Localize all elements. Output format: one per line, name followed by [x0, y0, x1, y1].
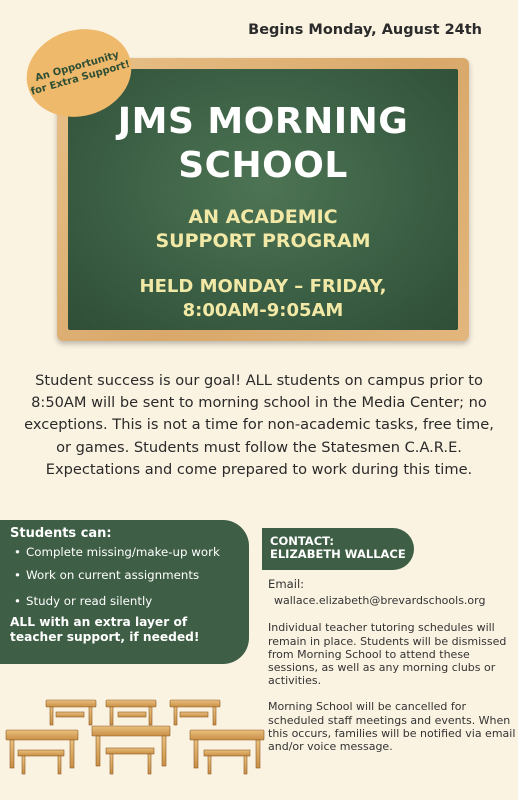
- program-hours: HELD MONDAY – FRIDAY, 8:00AM-9:05AM: [139, 276, 387, 321]
- list-item: • Work on current assignments: [10, 568, 239, 582]
- list-item: • Study or read silently: [10, 594, 239, 608]
- badge-text: An Opportunity for Extra Support!: [29, 49, 132, 98]
- email-link[interactable]: wallace.elizabeth@brevardschools.org: [274, 594, 486, 608]
- tutoring-note: Individual teacher tutoring schedules will remain in place. Students will be dismissed from Morning School to attend these sessions, as well as any morning clubs or activities.: [268, 621, 507, 688]
- program-title: JMS MORNING SCHOOL: [117, 101, 409, 186]
- students-can-panel: [0, 520, 249, 664]
- desk-icon: [6, 726, 264, 774]
- start-date-heading: Begins Monday, August 24th: [248, 22, 482, 38]
- email-label: Email:: [268, 577, 305, 591]
- contact-label: CONTACT: ELIZABETH WALLACE: [262, 528, 414, 570]
- chalkboard-surface: [68, 69, 458, 330]
- students-can-list: [10, 545, 239, 608]
- list-item: • Complete missing/make-up work: [10, 545, 239, 559]
- support-note: ALL with an extra layer of teacher support, if needed!: [10, 615, 200, 644]
- contact-details: [268, 578, 516, 766]
- program-subtitle: AN ACADEMIC SUPPORT PROGRAM: [155, 206, 371, 252]
- cancellation-note: Morning School will be cancelled for scheduled staff meetings and events. When this occurs, families will be notified via email and/or voice message.: [268, 700, 516, 754]
- desk-icon: [46, 700, 220, 725]
- chalkboard: [57, 58, 469, 341]
- classroom-desks-illustration: [4, 696, 266, 796]
- intro-paragraph: Student success is our goal! ALL students on campus prior to 8:50AM will be sent to morning school in the Media Center; no exceptions. This is not a time for non-academic tasks, free time, or games. Students must follow the Statesmen C.A.R.E. Expectations and come prepared to work during this time.: [24, 372, 494, 478]
- students-can-title: Students can:: [10, 526, 112, 541]
